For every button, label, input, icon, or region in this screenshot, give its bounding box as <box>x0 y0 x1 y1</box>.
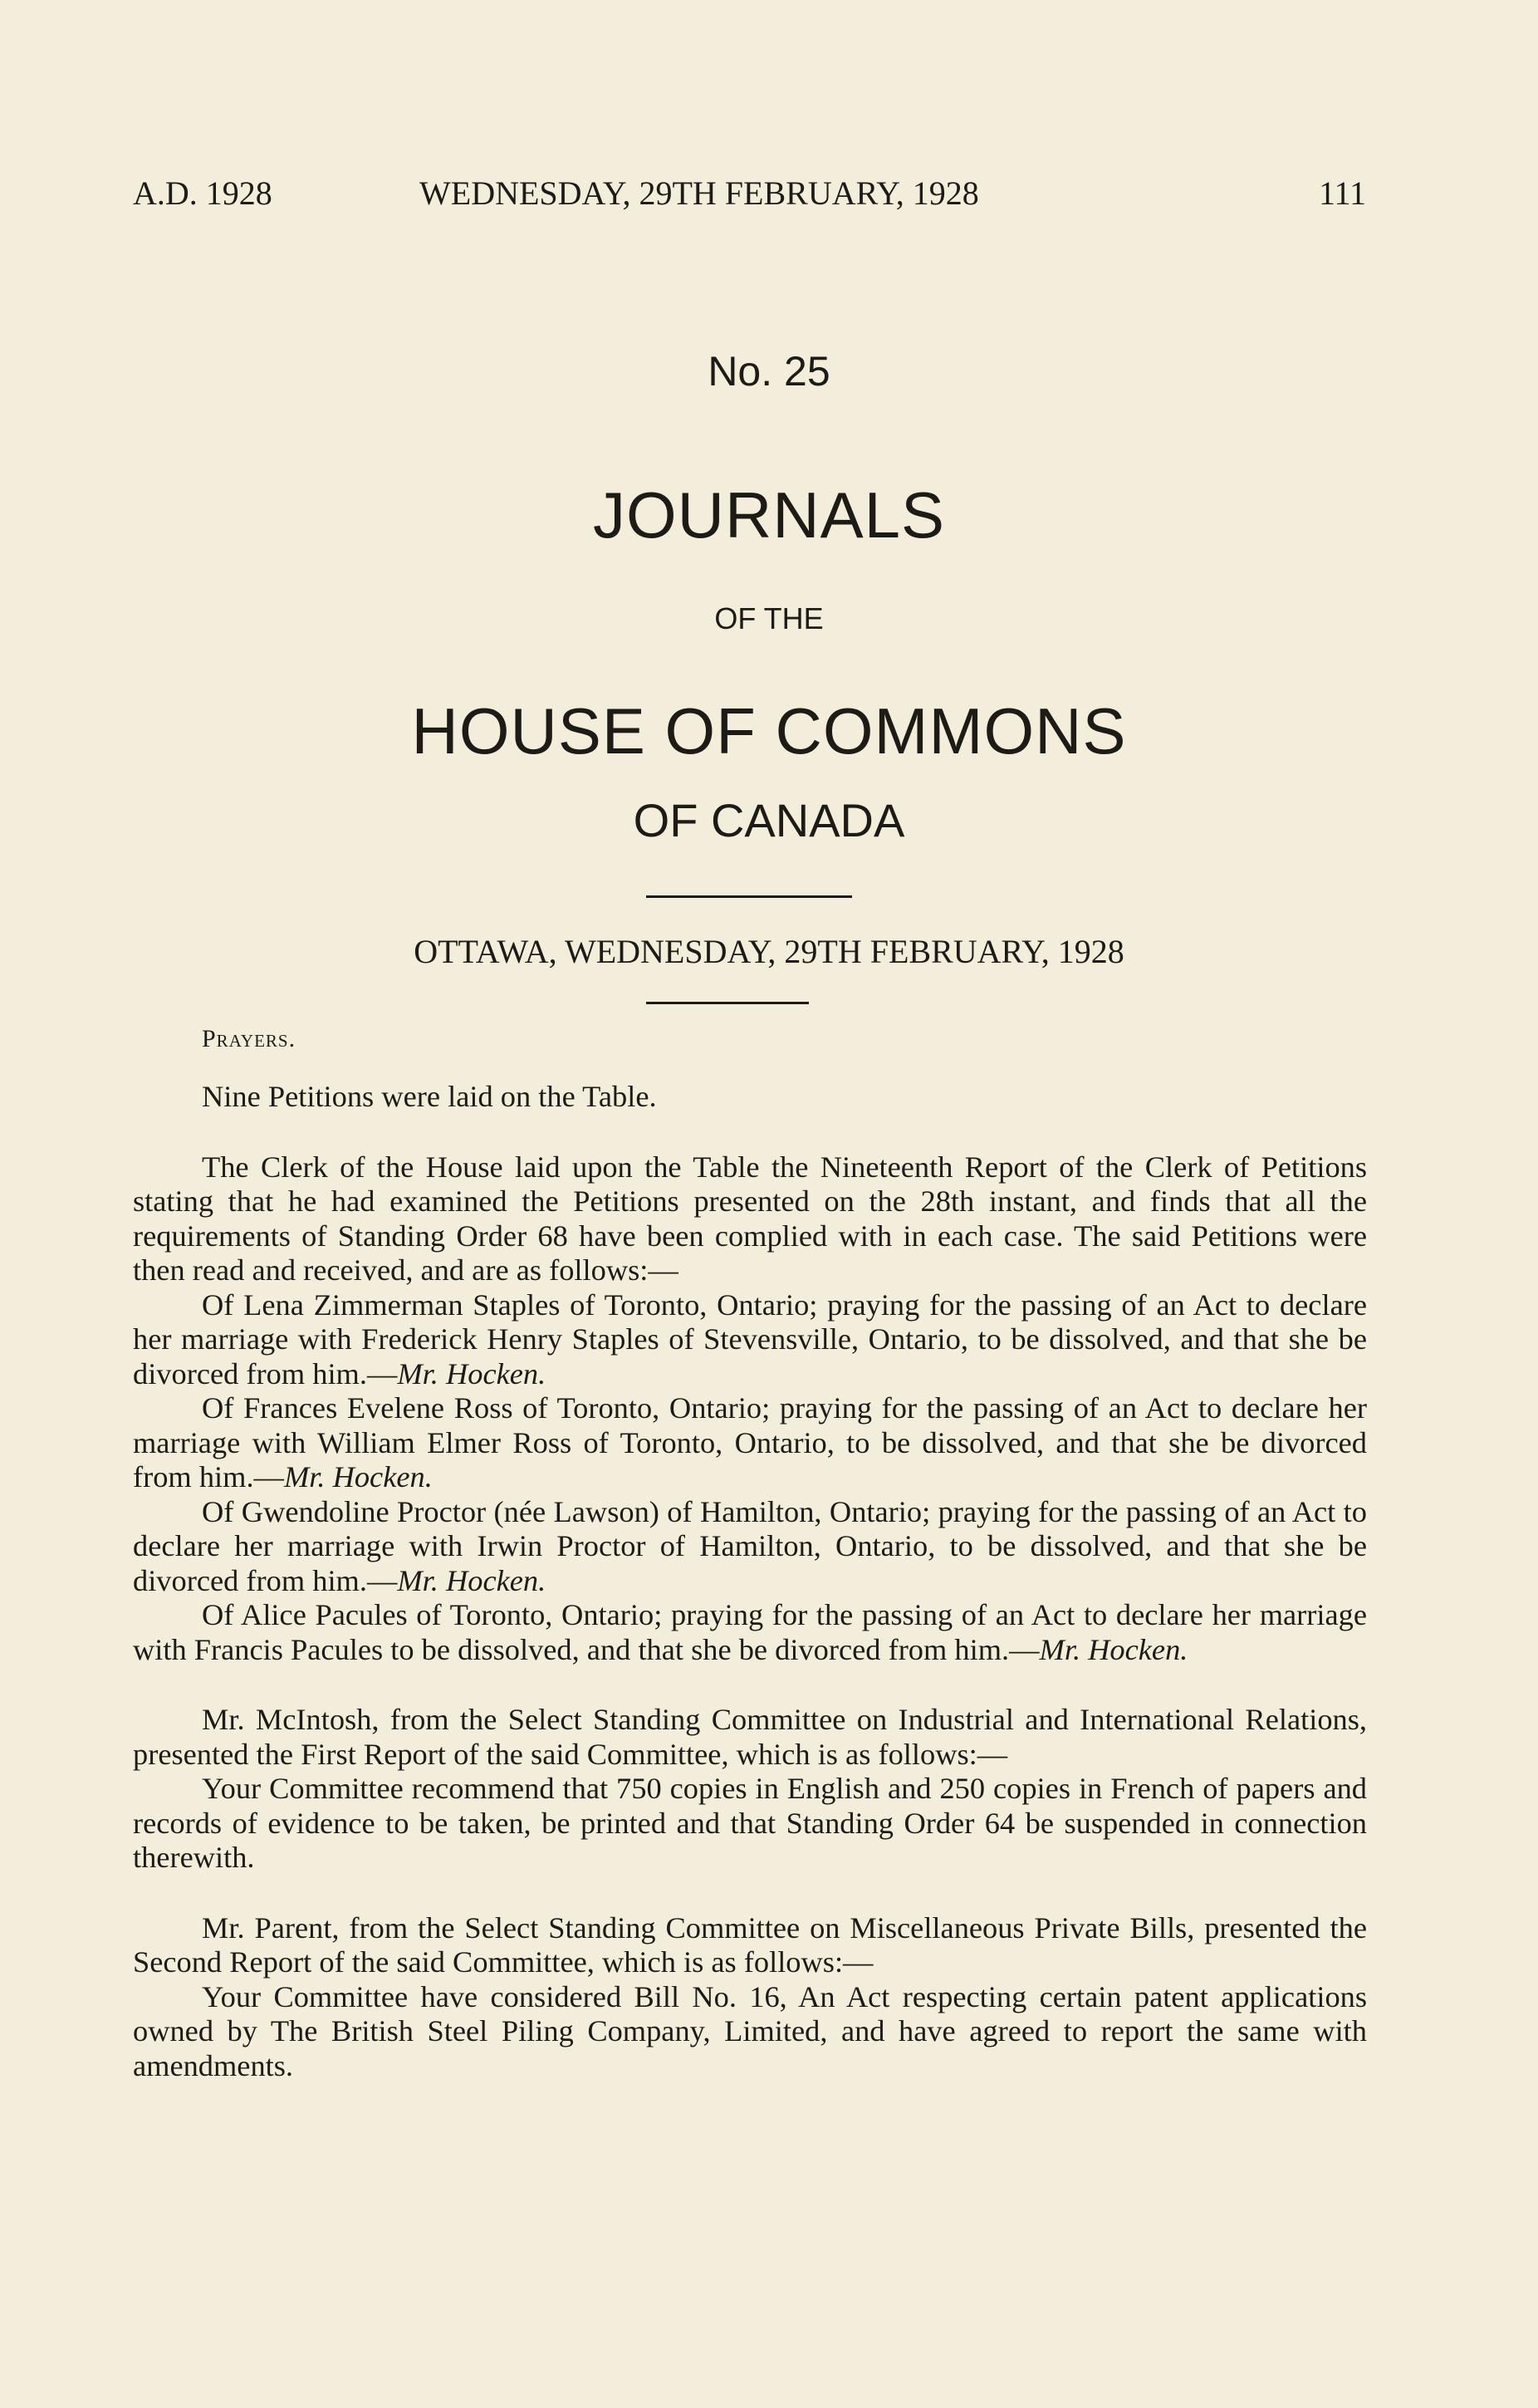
paragraph-committee-recommend: Your Committee recommend that 750 copies in English and 250 copies in French of papers and records of evidence to be taken, be printed and that Standing Order 64 be suspended in connection therewith. <box>133 1772 1367 1874</box>
petition-pacules <box>133 1598 1367 1667</box>
divider-rule-bottom <box>646 1002 809 1004</box>
petition-staples <box>133 1288 1367 1392</box>
title-of-the: OF THE <box>714 601 824 635</box>
divider-rule-top <box>646 895 852 898</box>
paragraph-parent-report: Mr. Parent, from the Select Standing Committee on Miscellaneous Private Bills, presented the Second Report of the said Committee, which is as follows:— <box>133 1910 1367 1979</box>
title-house-of-commons: HOUSE OF COMMONS <box>411 694 1127 768</box>
paragraph-petitions-laid: Nine Petitions were laid on the Table. <box>202 1080 657 1113</box>
petition-member: Mr. Hocken. <box>1039 1632 1188 1666</box>
title-of-canada: OF CANADA <box>633 794 905 846</box>
petition-member: Mr. Hocken. <box>397 1356 546 1390</box>
petition-member: Mr. Hocken. <box>397 1563 546 1597</box>
header-date: WEDNESDAY, 29TH FEBRUARY, 1928 <box>419 174 979 212</box>
dateline: OTTAWA, WEDNESDAY, 29TH FEBRUARY, 1928 <box>414 933 1124 970</box>
petition-text: Of Lena Zimmerman Staples of Toronto, Ontario; praying for the passing of an Act to declare her marriage with Frederick Henry Staples of Stevensville, Ontario, to be dissolved, and that she be divorced from him.— <box>133 1287 1367 1390</box>
petition-text: Of Gwendoline Proctor (née Lawson) of Hamilton, Ontario; praying for the passing of an Act to declare her marriage with Irwin Proctor of Hamilton, Ontario, to be dissolved, and that she be divorced from him.— <box>133 1494 1367 1597</box>
petition-ross <box>133 1391 1367 1495</box>
prayers-heading: Prayers. <box>202 1025 296 1052</box>
header-year: A.D. 1928 <box>133 174 272 212</box>
paragraph-mcintosh-report: Mr. McIntosh, from the Select Standing Committee on Industrial and International Relations, presented the First Report of the said Committee, which is as follows:— <box>133 1703 1367 1771</box>
petition-text: Of Alice Pacules of Toronto, Ontario; praying for the passing of an Act to declare her marriage with Francis Pacules to be dissolved, and that she be divorced from him.— <box>133 1598 1367 1666</box>
petition-text: Of Frances Evelene Ross of Toronto, Ontario; praying for the passing of an Act to declare her marriage with William Elmer Ross of Toronto, Ontario, to be dissolved, and that she be divorced from him.— <box>133 1391 1367 1493</box>
issue-number: No. 25 <box>708 348 830 395</box>
page-number: 111 <box>1318 174 1366 212</box>
running-header <box>133 170 1366 217</box>
petition-member: Mr. Hocken. <box>283 1460 433 1493</box>
title-journals: JOURNALS <box>592 478 946 552</box>
paragraph-clerk-report: The Clerk of the House laid upon the Table the Nineteenth Report of the Clerk of Petitions stating that he had examined the Petitions presented on the 28th instant, and finds that all the requirements of Standing Order 68 have been complied with in each case. The said Petitions were then read and received, and are as follows:— <box>133 1150 1367 1287</box>
paragraph-bill-16: Your Committee have considered Bill No. 16, An Act respecting certain patent applications owned by The British Steel Piling Company, Limited, and have agreed to report the same with amendments. <box>133 1979 1367 2082</box>
journal-body <box>133 1080 1367 2083</box>
petition-proctor <box>133 1495 1367 1599</box>
